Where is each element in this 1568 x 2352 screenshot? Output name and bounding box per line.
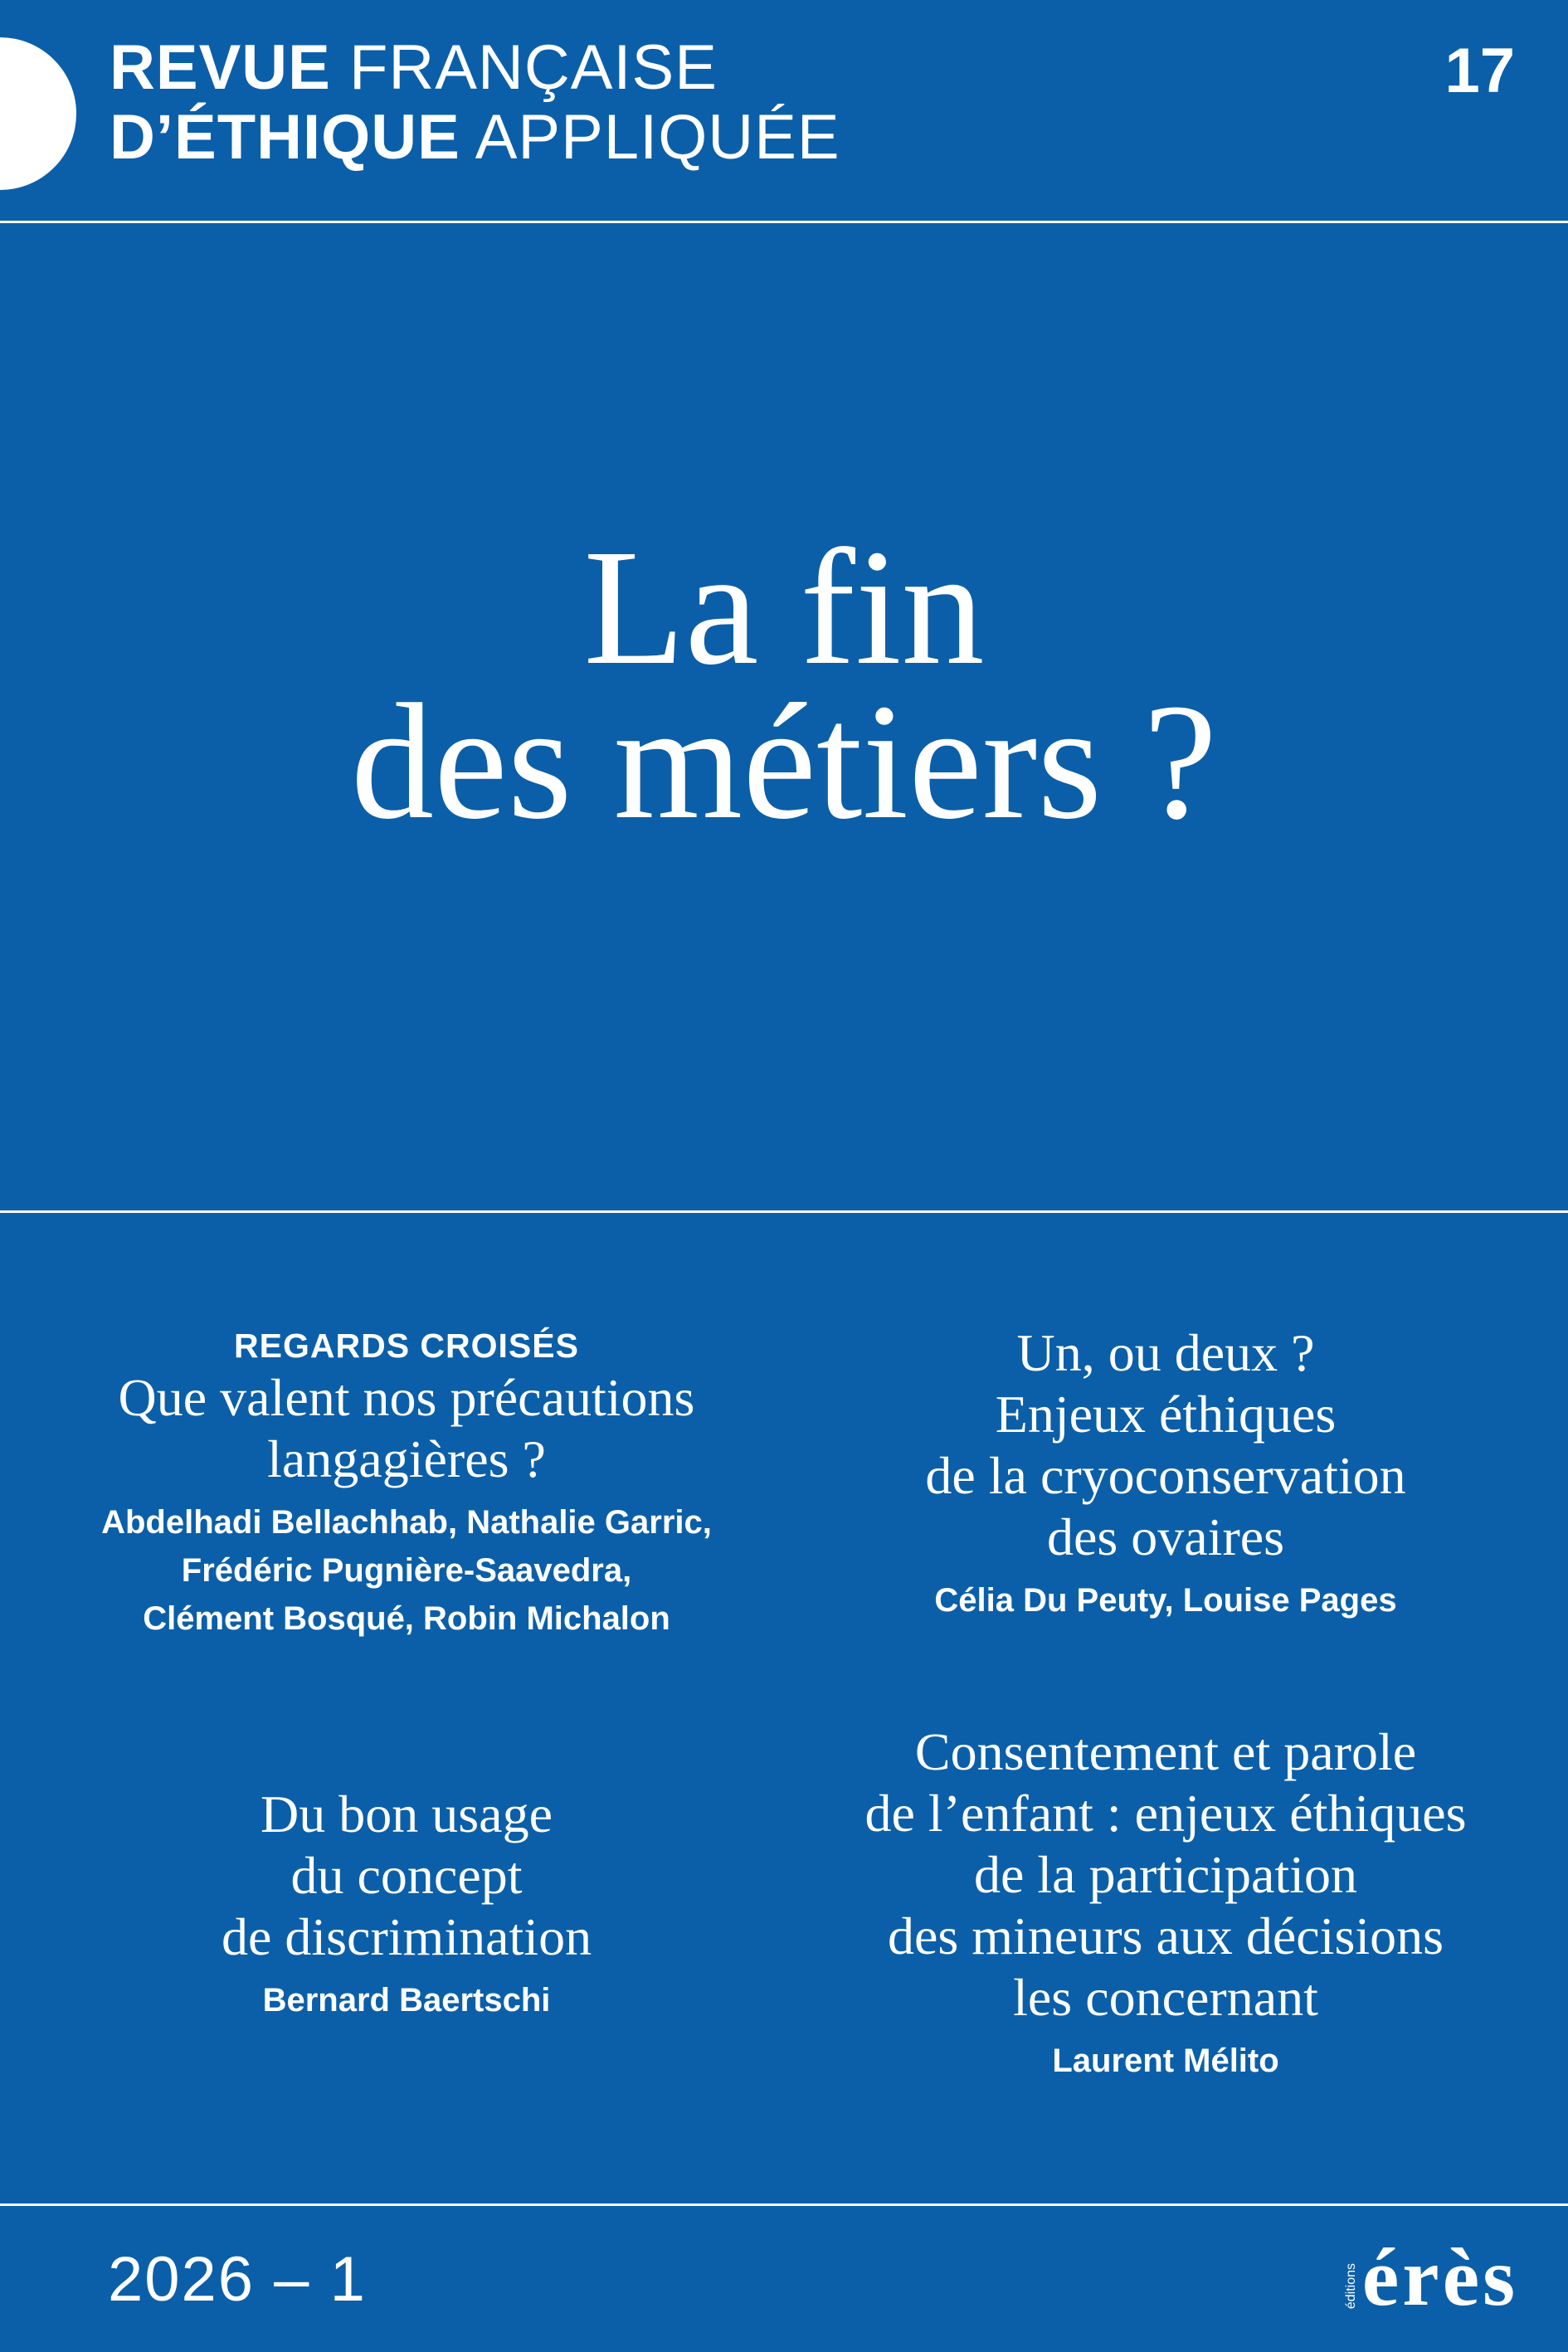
article-title-line: les concernant	[1013, 1968, 1318, 2027]
article-authors	[788, 1576, 1543, 1624]
article-authors	[788, 2037, 1543, 2085]
article-author-line: Clément Bosqué, Robin Michalon	[143, 1600, 670, 1637]
divider-top	[0, 221, 1568, 223]
masthead-line-1	[110, 33, 840, 103]
article-title-line: Que valent nos précautions	[118, 1368, 695, 1427]
logo-half-disc	[0, 37, 76, 190]
article-regards-croises	[50, 1324, 763, 1643]
article-title-line: du concept	[290, 1846, 523, 1905]
issue-number: 17	[1444, 36, 1515, 106]
article-title-line: de discrimination	[221, 1907, 592, 1966]
article-author-line: Bernard Baertschi	[262, 1982, 551, 2018]
article-authors	[50, 1976, 763, 2024]
masthead-appliquee: APPLIQUÉE	[475, 102, 840, 173]
article-authors	[50, 1498, 763, 1643]
masthead-ethique: D’ÉTHIQUE	[110, 102, 460, 173]
masthead-line-2	[110, 103, 840, 173]
article-kicker: REGARDS CROISÉS	[234, 1327, 579, 1365]
article-title-line: Un, ou deux ?	[1016, 1323, 1315, 1382]
publisher-editions-label: éditions	[1343, 2262, 1358, 2309]
article-title-line: Du bon usage	[261, 1785, 553, 1843]
publisher-wordmark: érès	[1361, 2231, 1518, 2323]
divider-bottom	[0, 2203, 1568, 2206]
article-title-line: Enjeux éthiques	[995, 1385, 1337, 1444]
issue-date: 2026 – 1	[108, 2244, 367, 2315]
article-title	[50, 1784, 763, 1968]
article-title	[788, 1721, 1543, 2028]
journal-masthead	[110, 33, 840, 173]
article-author-line: Abdelhadi Bellachhab, Nathalie Garric,	[101, 1504, 712, 1541]
article-title-line: langagières ?	[267, 1429, 546, 1488]
article-title	[788, 1322, 1543, 1568]
article-title-line: des ovaires	[1046, 1507, 1285, 1566]
article-title-line: des mineurs aux décisions	[887, 1906, 1444, 1965]
masthead-revue: REVUE	[110, 32, 331, 103]
article-author-line: Frédéric Pugnière-Saavedra,	[181, 1552, 632, 1589]
masthead-francaise: FRANÇAISE	[348, 32, 718, 103]
article-title-line: de l’enfant : enjeux éthiques	[864, 1784, 1467, 1843]
article-title-line: de la cryoconservation	[925, 1446, 1406, 1505]
divider-middle	[0, 1210, 1568, 1213]
article-title-line: Consentement et parole	[914, 1722, 1417, 1781]
article-title-line: de la participation	[973, 1845, 1358, 1904]
cover-title-line-1: La fin	[583, 516, 985, 699]
cover-title-line-2: des métiers ?	[350, 670, 1218, 854]
article-author-line: Laurent Mélito	[1052, 2043, 1279, 2079]
cover-title	[0, 516, 1568, 854]
article-author-line: Célia Du Peuty, Louise Pages	[934, 1582, 1397, 1619]
publisher-logo	[1343, 2231, 1518, 2323]
article-title	[50, 1367, 763, 1490]
article-consentement	[788, 1721, 1543, 2085]
article-cryoconservation	[788, 1322, 1543, 1624]
article-discrimination	[50, 1784, 763, 2024]
